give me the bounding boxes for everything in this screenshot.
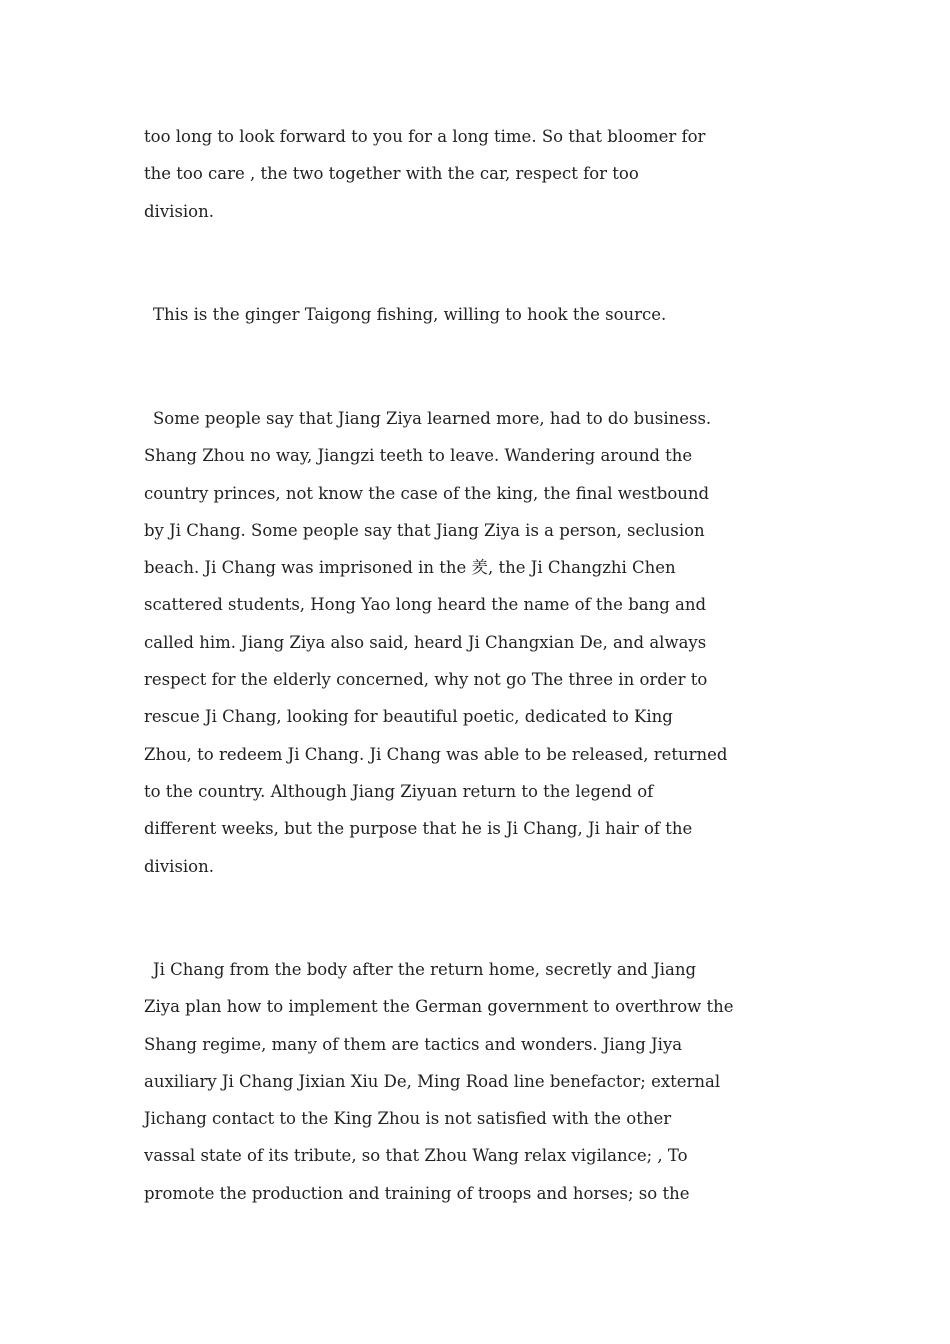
text-line: division. xyxy=(144,201,214,221)
paragraph-continuation xyxy=(144,118,824,230)
paragraph-jiang-ziya-legends xyxy=(144,400,824,885)
text-line: called him. Jiang Ziya also said, heard Ji Changxian De, and always xyxy=(144,632,707,652)
text-line: rescue Ji Chang, looking for beautiful poetic, dedicated to King xyxy=(144,707,673,727)
text-line: scattered students, Hong Yao long heard the name of the bang and xyxy=(144,595,707,615)
text-line: by Ji Chang. Some people say that Jiang Ziya is a person, seclusion xyxy=(144,520,705,540)
text-line: the too care , the two together with the car, respect for too xyxy=(144,164,639,184)
text-line: to the country. Although Jiang Ziyuan return to the legend of xyxy=(144,781,654,801)
text-line: respect for the elderly concerned, why not go The three in order to xyxy=(144,670,708,690)
text-line: division. xyxy=(144,856,214,876)
text-line: auxiliary Ji Chang Jixian Xiu De, Ming Road line benefactor; external xyxy=(144,1071,721,1091)
text-line: Shang regime, many of them are tactics and wonders. Jiang Jiya xyxy=(144,1034,683,1054)
text-line: country princes, not know the case of the king, the final westbound xyxy=(144,483,710,503)
text-line: Zhou, to redeem Ji Chang. Ji Chang was able to be released, returned xyxy=(144,744,728,764)
text-line: beach. Ji Chang was imprisoned in the 羑, the Ji Changzhi Chen xyxy=(144,558,676,578)
text-line: Jichang contact to the King Zhou is not satisfied with the other xyxy=(144,1109,672,1129)
paragraph-ji-chang-return xyxy=(144,951,824,1212)
text-line: This is the ginger Taigong fishing, willing to hook the source. xyxy=(153,305,667,324)
text-line: different weeks, but the purpose that he is Ji Chang, Ji hair of the xyxy=(144,819,693,839)
text-line: too long to look forward to you for a long time. So that bloomer for xyxy=(144,127,706,146)
text-line: Ji Chang from the body after the return home, secretly and Jiang xyxy=(153,960,697,979)
text-line: Some people say that Jiang Ziya learned more, had to do business. xyxy=(153,409,712,428)
text-line: promote the production and training of troops and horses; so the xyxy=(144,1183,690,1203)
text-line: Ziya plan how to implement the German government to overthrow the xyxy=(144,997,734,1017)
paragraph-taigong-fishing xyxy=(144,296,824,333)
text-line: vassal state of its tribute, so that Zhou Wang relax vigilance; , To xyxy=(144,1146,688,1166)
text-line: Shang Zhou no way, Jiangzi teeth to leave. Wandering around the xyxy=(144,446,693,466)
